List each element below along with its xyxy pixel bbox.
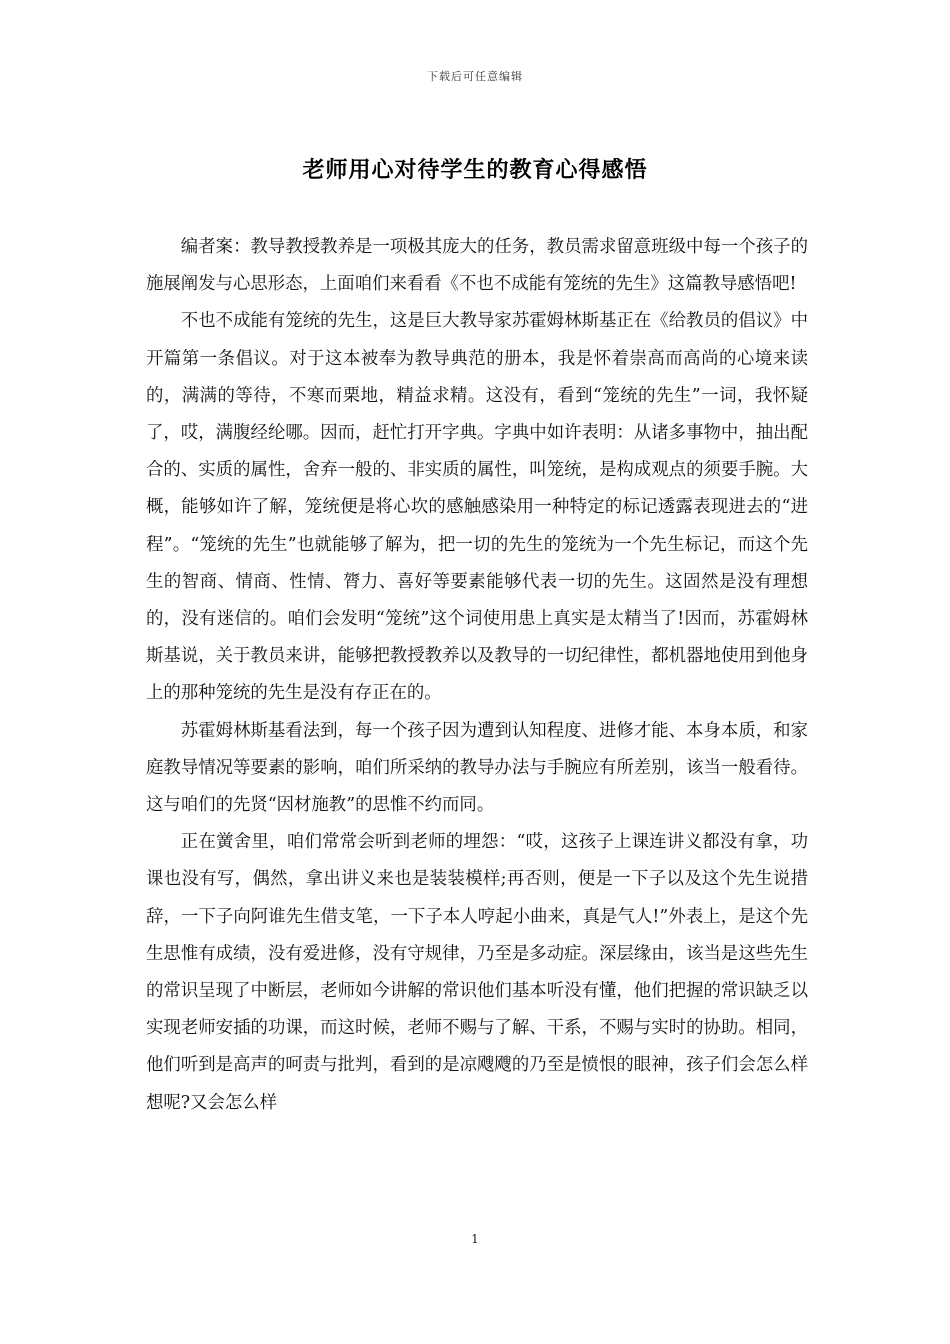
paragraph-3: 苏霍姆林斯基看法到，每一个孩子因为遭到认知程度、进修才能、本身本质，和家庭教导情况等要素的影响，咱们所采纳的教导办法与手腕应有所差别，该当一般看待。这与咱们的先贤“因材施教”的思惟不约而同。 xyxy=(146,720,808,816)
paragraph-4: 正在黉舍里，咱们常常会听到老师的埋怨：“哎，这孩子上课连讲义都没有拿，功课也没有写，偶然，拿出讲义来也是装装模样;再否则，便是一下子以及这个先生说措辞，一下子向阿谁先生借支笔，一下子本人哼起小曲来，真是气人!”外表上，是这个先生思惟有成绩，没有爱进修，没有守规律，乃至是多动症。深层缘由，该当是这些先生的常识呈现了中断层，老师如今讲解的常识他们基本听没有懂，他们把握的常识缺乏以实现老师安插的功课，而这时候，老师不赐与了解、干系，不赐与实时的协助。相同，他们听到是高声的呵责与批判，看到的是凉飕飕的乃至是愤恨的眼神，孩子们会怎么样想呢?又会怎么样 xyxy=(146,832,808,1113)
document-title: 老师用心对待学生的教育心得感悟 xyxy=(302,158,648,183)
paragraph-1: 编者案：教导教授教养是一项极其庞大的任务，教员需求留意班级中每一个孩子的施展阐发与心思形态，上面咱们来看看《不也不成能有笼统的先生》这篇教导感悟吧! xyxy=(146,237,808,295)
document-body xyxy=(146,229,808,1122)
header-note: 下载后可任意编辑 xyxy=(427,70,523,83)
paragraph-2: 不也不成能有笼统的先生，这是巨大教导家苏霍姆林斯基正在《给教员的倡议》中开篇第一条倡议。对于这本被奉为教导典范的册本，我是怀着崇高而高尚的心境来读的，满满的等待，不寒而栗地，精益求精。这没有，看到“笼统的先生”一词，我怀疑了，哎，满腹经纶哪。因而，赶忙打开字典。字典中如许表明：从诸多事物中，抽出配合的、实质的属性，舍弃一般的、非实质的属性，叫笼统，是构成观点的须要手腕。大概，能够如许了解，笼统便是将心坎的感触感染用一种特定的标记透露表现进去的“进程”。“笼统的先生”也就能够了解为，把一切的先生的笼统为一个先生标记，而这个先生的智商、情商、性情、膂力、喜好等要素能够代表一切的先生。这固然是没有理想的，没有迷信的。咱们会发明“笼统”这个词使用患上真实是太精当了!因而，苏霍姆林斯基说，关于教员来讲，能够把教授教养以及教导的一切纪律性，都机器地使用到他身上的那种笼统的先生是没有存正在的。 xyxy=(146,311,808,704)
page-number: 1 xyxy=(471,1232,479,1246)
